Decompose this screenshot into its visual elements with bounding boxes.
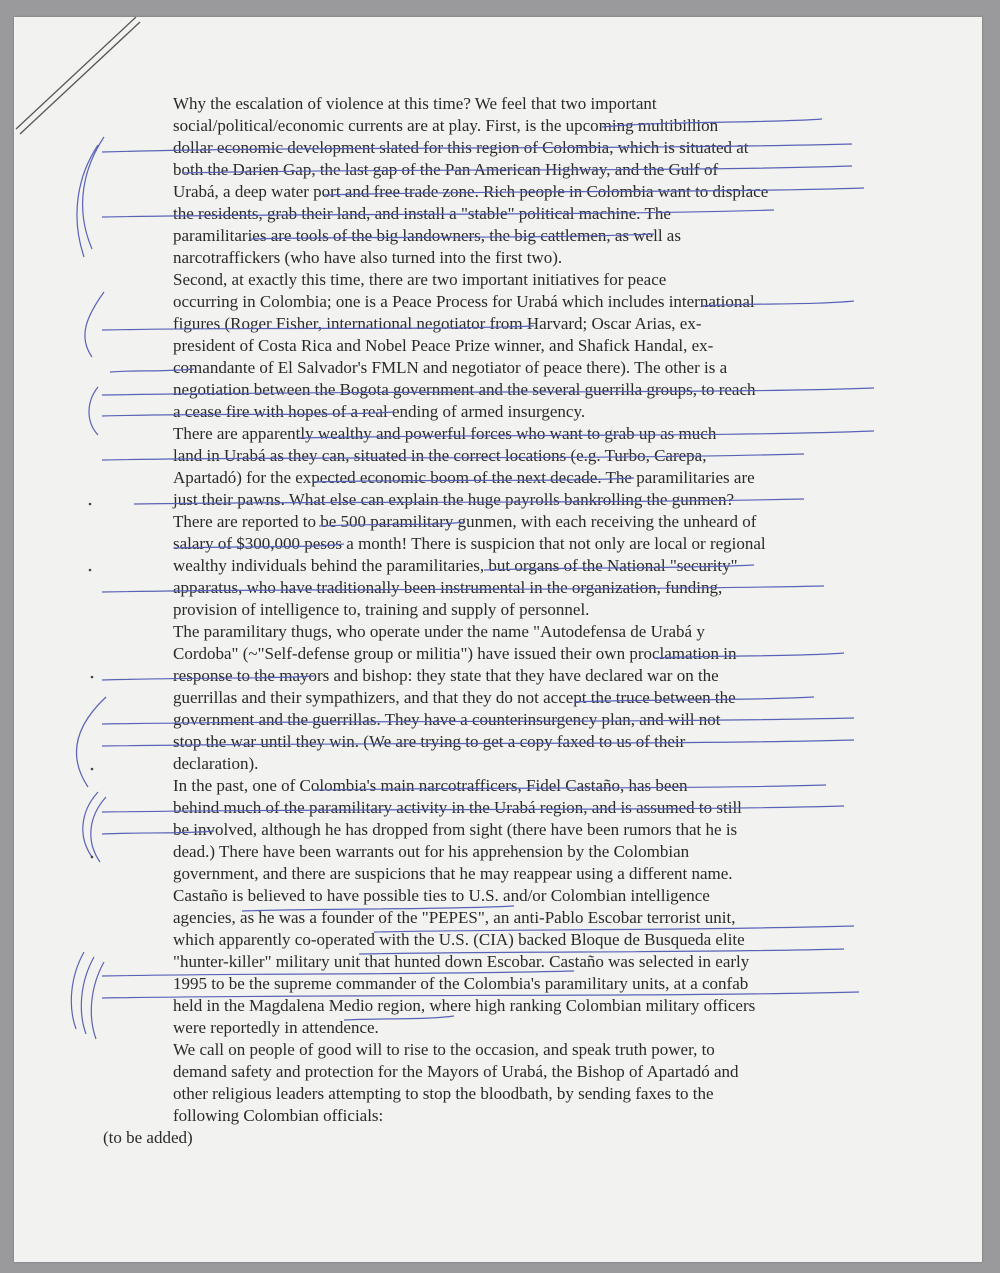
text-line: which apparently co-operated with the U.S. (CIA) backed Bloque de Busqueda elite [173, 930, 745, 949]
text-line: government, and there are suspicions that he may reappear using a different name. [173, 864, 733, 883]
text-line: following Colombian officials: [173, 1106, 384, 1125]
text-line: president of Costa Rica and Nobel Peace Prize winner, and Shafick Handal, ex- [173, 336, 714, 355]
margin-bracket-mark [76, 697, 106, 787]
text-line: "hunter-killer" military unit that hunted down Escobar. Castaño was selected in early [173, 952, 750, 971]
paragraph [103, 423, 873, 621]
text-line: negotiation between the Bogota government and the several guerrilla groups, to reach [173, 380, 756, 399]
text-line: apparatus, who have traditionally been instrumental in the organization, funding, [173, 578, 723, 597]
text-line: (to be added) [103, 1128, 193, 1147]
text-line: both the Darien Gap, the last gap of the Pan American Highway, and the Gulf of [173, 160, 719, 179]
text-line: agencies, as he was a founder of the "PEPES", an anti-Pablo Escobar terrorist unit, [173, 908, 736, 927]
text-line: behind much of the paramilitary activity in the Urabá region, and is assumed to still [173, 798, 742, 817]
text-line: Second, at exactly this time, there are two important initiatives for peace [173, 270, 667, 289]
text-line: demand safety and protection for the Mayors of Urabá, the Bishop of Apartadó and [173, 1062, 739, 1081]
text-line: Apartadó) for the expected economic boom of the next decade. The paramilitaries are [173, 468, 755, 487]
text-line: were reportedly in attendence. [173, 1018, 379, 1037]
margin-dot-mark [91, 676, 94, 679]
text-line: just their pawns. What else can explain the huge payrolls bankrolling the gunmen? [173, 490, 735, 509]
text-line: Cordoba" (~"Self-defense group or militia") have issued their own proclamation in [173, 644, 737, 663]
margin-bracket-mark [83, 137, 104, 249]
text-line: land in Urabá as they can, situated in the correct locations (e.g. Turbo, Carepa, [173, 446, 707, 465]
text-line: guerrillas and their sympathizers, and that they do not accept the truce between the [173, 688, 736, 707]
margin-dot-mark [89, 503, 92, 506]
text-line: provision of intelligence to, training and supply of personnel. [173, 600, 590, 619]
margin-bracket-mark [89, 387, 98, 435]
text-line: wealthy individuals behind the paramilitaries, but organs of the National "security" [173, 556, 738, 575]
document-body [103, 93, 873, 1149]
margin-bracket-mark [85, 292, 104, 357]
text-line: Why the escalation of violence at this time? We feel that two important [173, 94, 657, 113]
document-page [14, 17, 982, 1262]
text-line: Urabá, a deep water port and free trade zone. Rich people in Colombia want to displace [173, 182, 769, 201]
margin-bracket-mark [81, 957, 94, 1034]
text-line: occurring in Colombia; one is a Peace Process for Urabá which includes international [173, 292, 755, 311]
text-line: social/political/economic currents are at play. First, is the upcoming multibillion [173, 116, 719, 135]
paragraph [103, 621, 873, 775]
text-line: paramilitaries are tools of the big landowners, the big cattlemen, as well as [173, 226, 681, 245]
paragraph [103, 775, 873, 1039]
margin-dot-mark [89, 569, 92, 572]
text-line: dollar economic development slated for this region of Colombia, which is situated at [173, 138, 749, 157]
text-line: declaration). [173, 754, 259, 773]
text-line: government and the guerrillas. They have a counterinsurgency plan, and will not [173, 710, 721, 729]
paragraph [103, 1039, 873, 1127]
text-line: The paramilitary thugs, who operate under the name "Autodefensa de Urabá y [173, 622, 705, 641]
text-line: 1995 to be the supreme commander of the Colombia's paramilitary units, at a confab [173, 974, 749, 993]
text-line: dead.) There have been warrants out for his apprehension by the Colombian [173, 842, 690, 861]
text-line: the residents, grab their land, and install a "stable" political machine. The [173, 204, 671, 223]
text-line: We call on people of good will to rise to the occasion, and speak truth power, to [173, 1040, 715, 1059]
text-line: held in the Magdalena Medio region, where high ranking Colombian military officers [173, 996, 756, 1015]
text-line: figures (Roger Fisher, international negotiator from Harvard; Oscar Arias, ex- [173, 314, 702, 333]
text-line: stop the war until they win. (We are trying to get a copy faxed to us of their [173, 732, 686, 751]
text-line: salary of $300,000 pesos a month! There is suspicion that not only are local or regional [173, 534, 766, 553]
paragraph [103, 269, 873, 423]
margin-dot-mark [91, 768, 94, 771]
text-line: There are reported to be 500 paramilitary gunmen, with each receiving the unheard of [173, 512, 757, 531]
text-line: a cease fire with hopes of a real ending of armed insurgency. [173, 402, 586, 421]
text-line: be involved, although he has dropped from sight (there have been rumors that he is [173, 820, 738, 839]
text-line: response to the mayors and bishop: they state that they have declared war on the [173, 666, 719, 685]
margin-bracket-mark [83, 792, 98, 857]
margin-bracket-mark [71, 952, 84, 1029]
paragraph [103, 93, 873, 269]
text-line: narcotraffickers (who have also turned into the first two). [173, 248, 563, 267]
text-line: Castaño is believed to have possible ties to U.S. and/or Colombian intelligence [173, 886, 710, 905]
paragraph [103, 1127, 873, 1149]
text-line: comandante of El Salvador's FMLN and negotiator of peace there). The other is a [173, 358, 728, 377]
text-line: There are apparently wealthy and powerful forces who want to grab up as much [173, 424, 717, 443]
text-line: In the past, one of Colombia's main narcotrafficers, Fidel Castaño, has been [173, 776, 688, 795]
text-line: other religious leaders attempting to stop the bloodbath, by sending faxes to the [173, 1084, 714, 1103]
margin-dot-mark [91, 856, 94, 859]
margin-bracket-mark [77, 145, 98, 257]
